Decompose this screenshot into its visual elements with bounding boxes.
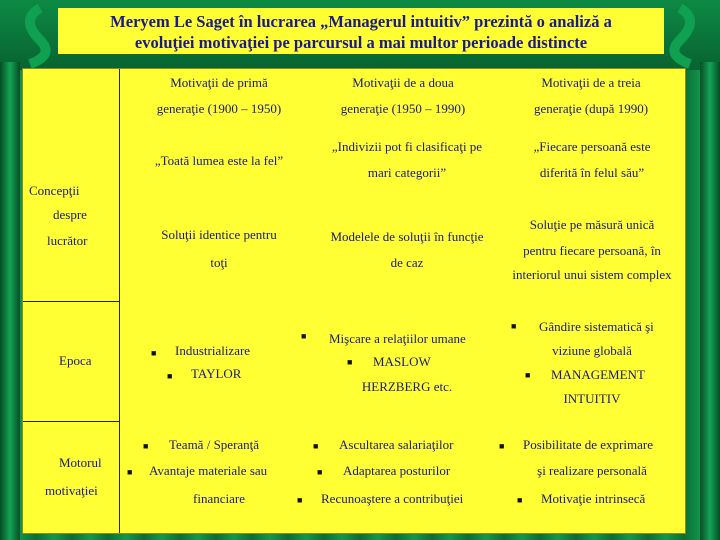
bullet-icon: ■ xyxy=(167,371,173,381)
bullet-icon: ■ xyxy=(511,321,517,331)
bullet-icon: ■ xyxy=(301,331,307,341)
bullet-icon: ■ xyxy=(143,441,149,451)
bullet-icon: ■ xyxy=(317,467,323,477)
title-line-1: Meryem Le Saget în lucrarea „Managerul intuitiv” prezintă o analiză a xyxy=(110,12,612,31)
row-label-conceptii: Concepţii xyxy=(29,183,80,198)
grid-divider xyxy=(23,421,119,422)
bullet-icon: ■ xyxy=(499,441,505,451)
row-label-epoca: Epoca xyxy=(59,353,92,368)
conceptii-col3-quote-2: diferită în felul său” xyxy=(539,165,645,180)
column-header-2-line2: generaţie (1950 – 1990) xyxy=(340,101,466,116)
grid-divider xyxy=(23,301,119,302)
column-header-2-line1: Motivaţii de a doua xyxy=(352,75,454,90)
bullet-icon: ■ xyxy=(297,495,303,505)
bullet-icon: ■ xyxy=(127,467,133,477)
motorul-col3-item-1: Posibilitate de exprimare xyxy=(523,437,653,452)
epoca-col2-item-1: Mişcare a relaţiilor umane xyxy=(329,331,466,346)
conceptii-col1-text-1: Soluţii identice pentru xyxy=(161,227,277,242)
right-rail xyxy=(700,62,720,540)
epoca-col2-item-2: MASLOW xyxy=(373,354,431,369)
epoca-col3-item-1: Gândire sistematică şi xyxy=(539,319,654,334)
table-panel xyxy=(22,68,686,534)
conceptii-col1-text-2: toţi xyxy=(210,255,228,270)
conceptii-col2-quote-2: mari categorii” xyxy=(367,165,447,180)
epoca-col3-item-3: MANAGEMENT xyxy=(551,367,645,382)
bullet-icon: ■ xyxy=(347,357,353,367)
motorul-col1-item-3: financiare xyxy=(193,491,245,506)
row-label-motorul: Motorul xyxy=(59,455,102,470)
epoca-col3-item-4: INTUITIV xyxy=(563,391,621,406)
conceptii-col3-text-2: pentru fiecare persoană, în xyxy=(523,243,661,258)
row-label-lucrator: lucrător xyxy=(47,233,88,248)
motorul-col1-item-1: Teamă / Speranţă xyxy=(169,437,260,452)
grid-divider xyxy=(119,69,120,533)
conceptii-col2-text-2: de caz xyxy=(390,255,424,270)
row-label-motivatiei: motivaţiei xyxy=(45,483,98,498)
conceptii-col3-text-1: Soluţie pe măsură unică xyxy=(529,217,655,232)
conceptii-col1-quote: „Toată lumea este la fel” xyxy=(154,153,284,168)
epoca-col1-item-2: TAYLOR xyxy=(191,366,242,381)
epoca-col1-item-1: Industrializare xyxy=(175,343,251,358)
column-header-3-line2: generaţie (după 1990) xyxy=(533,101,649,116)
motorul-col3-item-2: şi realizare personală xyxy=(537,463,647,478)
epoca-col3-item-2: viziune globală xyxy=(552,343,632,358)
motorul-col2-item-2: Adaptarea posturilor xyxy=(343,463,451,478)
bullet-icon: ■ xyxy=(313,441,319,451)
column-header-3-line1: Motivaţii de a treia xyxy=(541,75,641,90)
title-line-2: evoluţiei motivaţiei pe parcursul a mai multor perioade distincte xyxy=(134,33,588,52)
epoca-col2-item-3: HERZBERG etc. xyxy=(361,379,453,394)
motorul-col3-item-3: Motivaţie intrinsecă xyxy=(541,491,646,506)
conceptii-col2-text-1: Modelele de soluţii în funcţie xyxy=(330,229,484,244)
motorul-col2-item-3: Recunoaştere a contribuţiei xyxy=(321,491,464,506)
column-header-1-line2: generaţie (1900 – 1950) xyxy=(156,101,282,116)
row-label-despre: despre xyxy=(53,207,87,222)
bullet-icon: ■ xyxy=(525,370,531,380)
conceptii-col3-quote-1: „Fiecare persoană este xyxy=(533,139,651,154)
motorul-col1-item-2: Avantaje materiale sau xyxy=(149,463,268,478)
bullet-icon: ■ xyxy=(151,348,157,358)
slide-title xyxy=(58,8,664,54)
conceptii-col3-text-3: interiorul unui sistem complex xyxy=(512,267,672,282)
column-header-1-line1: Motivaţii de primă xyxy=(170,75,268,90)
left-rail xyxy=(0,62,20,540)
motorul-col2-item-1: Ascultarea salariaţilor xyxy=(339,437,454,452)
bullet-icon: ■ xyxy=(517,495,523,505)
conceptii-col2-quote-1: „Indivizii pot fi clasificaţi pe xyxy=(331,139,483,154)
